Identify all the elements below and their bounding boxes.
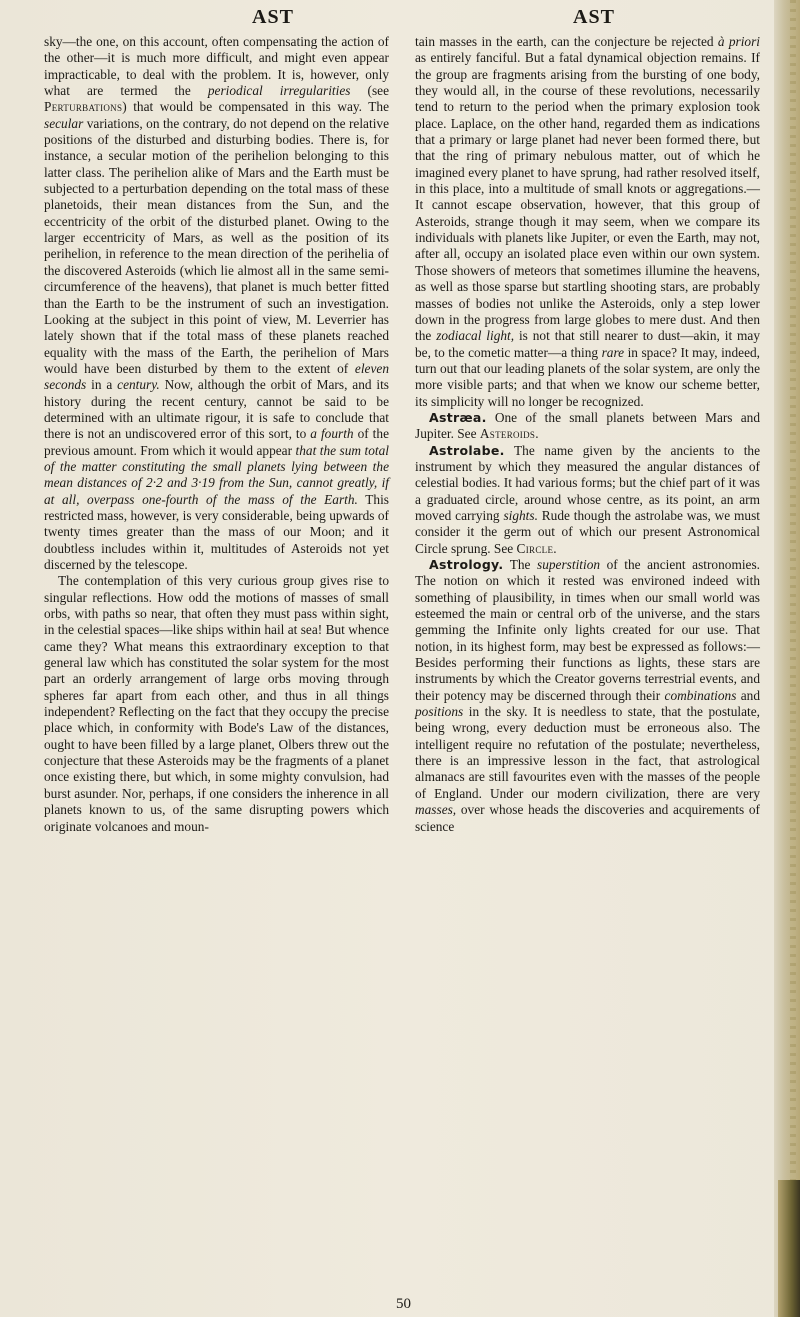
right-column: [415, 34, 760, 835]
text-run: and: [736, 687, 760, 703]
running-head-right: AST: [573, 6, 615, 28]
text-run: The: [503, 557, 538, 572]
text-run: as entirely fanciful. But a fatal dynamical objection remains. If the group are fragments arising from the bursting of one body, they would all, in the course of these revolutions, necessarily tend to return to the period when the primary explosion took place. Laplace, on the other hand, regarded them as indications that a primary or large planet had never been formed there, but that the ring of primary nebulous matter, out of which he imagined every planet to have sprung, had rather resolved itself, in this place, into a multitude of small knots or aggregations.—It cannot escape observation, however, that this group of Asteroids, strange though it may seem, when we compare its individuals with planets like Jupiter, or even the Earth, may not, after all, occupy an isolated place even within our own system. Those showers of meteors that sometimes illumine the heavens, as well as those sparse but startling shooting stars, are probably masses of bodies not unlike the Asteroids, only a step lower down in the progress from large globes to mere dust. And then the: [415, 50, 760, 344]
binding-edge-texture: [790, 0, 796, 1317]
text-run: variations, on the contrary, do not depend on the relative positions of the disturbed and disturbing bodies. There is, for instance, a secular motion of the perihelion belonging to this latter class. The perihelion alike of Mars and the Earth must be subjected to a perturbation depending on the total mass of these planetoids, their mean distances from the Sun, and the eccentricity of the orbit of the disturbed planet. Owing to the larger eccentricity of Mars, as well as the position of its perihelion, in reference to the mean direction of the perihelia of the discovered Asteroids (which lie almost all in the same semi-circumference of the heavens), that planet is much better fitted than the Earth to be the instrument of such an investigation. Looking at the subject in this point of view, M. Leverrier has lately shown that if the total mass of these planets reached equality with the mass of the Earth, the perihelion of Mars would have been disturbed by them to the extent of: [44, 115, 389, 376]
text-run: sky—the one, on this account, often compensating the action of the other—it is much more difficult, and might even appear impracticable, to deal with the problem. It is, however, only what are termed the: [44, 34, 389, 99]
italic-text: century.: [117, 377, 160, 393]
text-run: ) that would be compensated in this way. The: [122, 99, 389, 115]
text-run: tain masses in the earth, can the conjecture be rejected: [415, 34, 718, 49]
text-run: Now, although the orbit of Mars, and its history during the recent century, cannot be said to be determined with an ultimate rigour, it is safe to conclude that there is not an undiscovered error of this sort, to: [44, 377, 389, 442]
text-run: in a: [86, 377, 118, 393]
text-run: One of the small planets between Mars and Jupiter. See: [415, 409, 760, 442]
entry-astrolabe: [415, 443, 760, 557]
italic-text: à priori: [717, 34, 760, 49]
running-head-left: AST: [252, 6, 294, 28]
italic-text: secular: [44, 115, 84, 131]
page-edge-shadow: [774, 0, 800, 1317]
cross-reference: Asteroids.: [479, 426, 539, 442]
italic-text: combinations: [664, 687, 737, 703]
text-run: of the ancient astronomies. The notion on which it rested was environed indeed with something of plausibility, in times when our small world was esteemed the main or central orb of the universe, and the stars gemming the Infinite only lights created for our use. That notion, in its highest form, may best be expressed as follows:—Besides performing their functions as lights, these stars are instruments by which the Creator governs terrestrial events, and their potency may be discerned through their: [415, 557, 760, 703]
text-run: (see: [350, 83, 390, 99]
text-run: The name given by the ancients to the instrument by which they measured the angular distances of celestial bodies. It had various forms; but the chief part of it was a graduated circle, around whose centre, as its point, an arm moved carrying: [415, 442, 760, 523]
entry-headword: Astræa.: [429, 409, 487, 425]
italic-text: that the sum total of the matter constituting the small planets lying between the mean distances of 2·2 and 3·19 from the Sun, cannot greatly, if at all, overpass one-fourth of the mass of the Earth.: [44, 442, 389, 507]
italic-text: superstition: [537, 557, 601, 572]
paragraph: [415, 34, 760, 410]
cross-reference: Circle.: [516, 540, 557, 556]
italic-text: rare: [601, 344, 625, 360]
paragraph: The contemplation of this very curious group gives rise to singular reflections. How odd the motions of masses of small orbs, with paths so near, that often they must pass within sight, in the celestial spaces—like ships within hail at sea! But whence came they? What means this extraordinary exception to that general law which has constituted the solar system for the most part an orderly arrangement of large orbs moving through spheres far apart from each other, and thus in all things independent? Reflecting on the fact that they occupy the precise place which, in conformity with Bode's Law of the distances, ought to have been filled by a large planet, Olbers threw out the conjecture that these Asteroids may be the fragments of a planet once existing there, but which, in some mighty convulsion, had burst asunder. Nor, perhaps, if one considers the inherence in all planets known to us, of the same disrupting powers which originate volcanoes and moun-: [44, 573, 389, 834]
italic-text: positions: [415, 704, 464, 720]
italic-text: eleven seconds: [44, 360, 389, 393]
cross-reference: Perturbations: [44, 99, 123, 115]
italic-text: sights.: [503, 507, 538, 523]
italic-text: masses,: [415, 802, 457, 818]
italic-text: periodical irregularities: [207, 83, 351, 99]
text-run: This restricted mass, however, is very considerable, being upwards of twenty times greater than the mass of our Moon; and it doubtless includes within it, multitudes of Asteroids not yet discerned by the telescope.: [44, 491, 389, 572]
text-run: Rude though the astrolabe was, we must consider it the germ out of which our present Astronomical Circle sprung. See: [415, 507, 760, 556]
entry-astraea: [415, 410, 760, 443]
italic-text: zodiacal light,: [436, 328, 515, 344]
text-run: of the previous amount. From which it would appear: [44, 426, 389, 458]
entry-headword: Astrology.: [429, 557, 504, 572]
text-run: in the sky. It is needless to state, that the postulate, being wrong, every deduction must be erroneous also. The intelligent require no refutation of the postulate; nevertheless, there is an impressive lesson in the fact, that astrological almanacs are still favourites even with the masses of the people of England. Under our modern civilization, there are very: [415, 704, 760, 801]
running-header: [0, 6, 770, 34]
entry-headword: Astrolabe.: [429, 442, 505, 458]
text-run: over whose heads the discoveries and acquirements of science: [415, 802, 760, 834]
text-run: is not that still nearer to dust—akin, it may be, to the cometic matter—a thing: [415, 328, 761, 360]
text-run: in space? It may, indeed, turn out that our leading planets of the solar system, are only the more visible parts; and that when we know our scheme better, its simplicity will no longer be recognized.: [415, 344, 760, 409]
page-number: 50: [396, 1296, 411, 1312]
italic-text: a fourth: [310, 426, 354, 442]
page-corner-shadow: [778, 1180, 800, 1317]
paragraph: [44, 34, 389, 573]
left-column: [44, 34, 389, 835]
entry-astrology: [415, 557, 760, 835]
